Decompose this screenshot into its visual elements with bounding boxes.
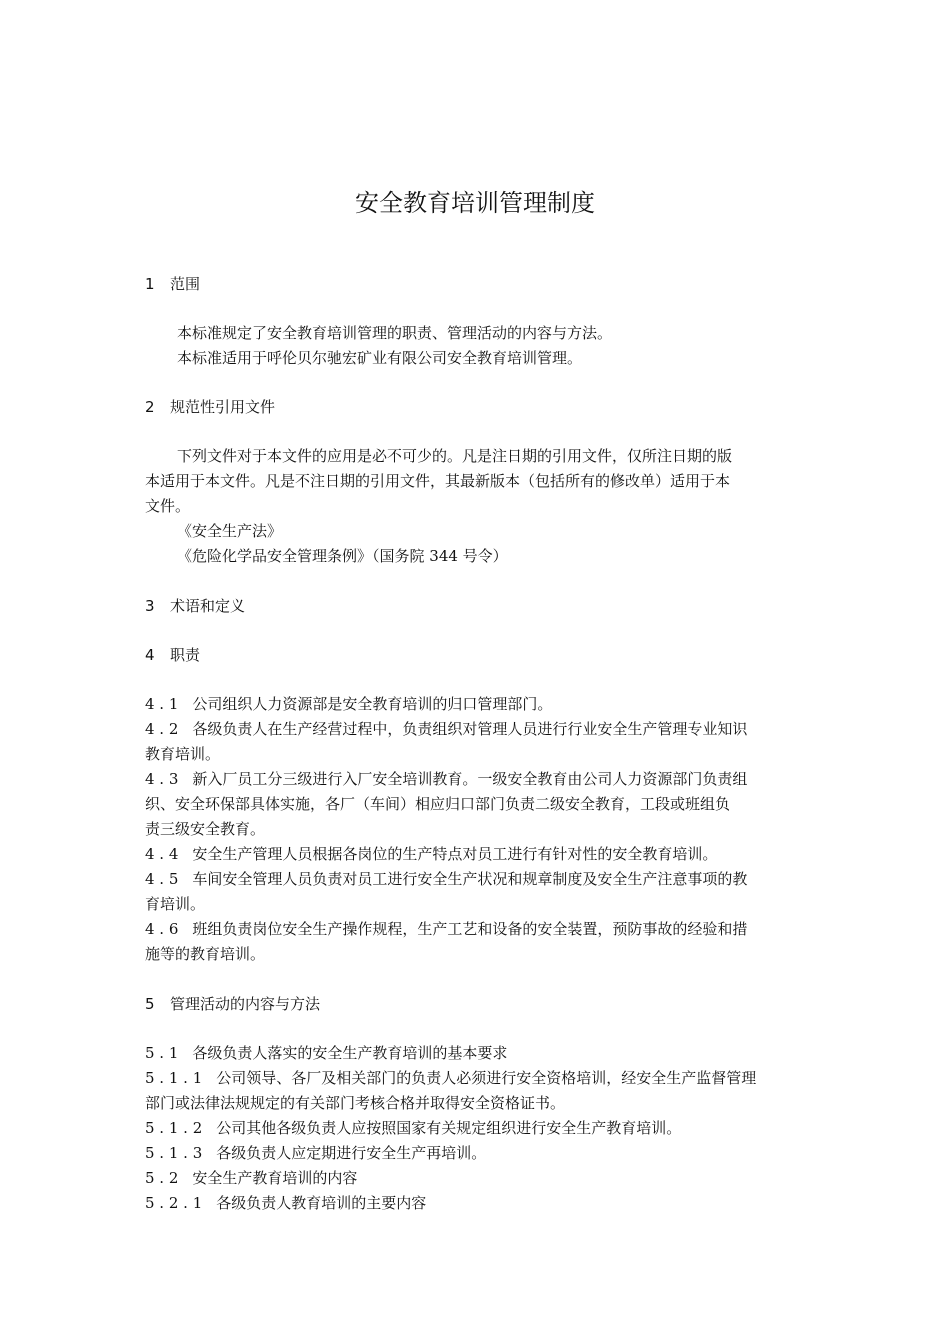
clause-text: 公司领导、各厂及相关部门的负责人必须进行安全资格培训，经安全生产监督管理 [216,1069,757,1087]
document-title: 安全教育培训管理制度 [355,189,595,217]
clause-number: 4 . 1 [145,695,179,713]
clause-line [145,1041,810,1065]
clause-text: 各级负责人教育培训的主要内容 [216,1194,427,1212]
clause-line [145,692,810,716]
section-heading [145,643,810,667]
section-number: 5 [145,995,155,1013]
section-title: 规范性引用文件 [170,398,276,416]
paragraph-line: 《危险化学品安全管理条例》（国务院 344 号令） [177,547,508,565]
clause-line [145,717,810,741]
clause-number: 5 . 1 [145,1044,179,1062]
clause-number: 4 . 6 [145,920,179,938]
section-number: 2 [145,398,155,416]
clause-text: 安全生产教育培训的内容 [192,1169,358,1187]
clause-text: 安全生产管理人员根据各岗位的生产特点对员工进行有针对性的安全教育培训。 [192,845,718,863]
clause-text: 公司其他各级负责人应按照国家有关规定组织进行安全生产教育培训。 [216,1119,682,1137]
section-heading [145,594,810,618]
clause-line [145,842,810,866]
clause-number: 5 . 1 . 2 [145,1119,203,1137]
clause-line [145,767,810,791]
section-number: 1 [145,275,155,293]
clause-number: 4 . 4 [145,845,179,863]
section-title: 职责 [170,646,201,664]
paragraph-line: 本标准适用于呼伦贝尔驰宏矿业有限公司安全教育培训管理。 [177,349,583,367]
section-title: 管理活动的内容与方法 [170,995,321,1013]
section-title: 术语和定义 [170,597,246,615]
clause-number: 5 . 1 . 1 [145,1069,203,1087]
paragraph-continuation: 文件。 [145,497,191,515]
section-heading [145,395,810,419]
clause-number: 4 . 3 [145,770,179,788]
paragraph-continuation: 本适用于本文件。凡是不注日期的引用文件，其最新版本（包括所有的修改单）适用于本 [145,472,731,490]
clause-number: 4 . 5 [145,870,179,888]
paragraph-continuation: 责三级安全教育。 [145,820,266,838]
clause-line [145,1116,810,1140]
paragraph-continuation: 施等的教育培训。 [145,945,266,963]
paragraph-continuation: 织、安全环保部具体实施，各厂（车间）相应归口部门负责二级安全教育，工段或班组负 [145,795,731,813]
clause-text: 各级负责人应定期进行安全生产再培训。 [216,1144,487,1162]
clause-line [145,1066,810,1090]
paragraph-line: 下列文件对于本文件的应用是必不可少的。凡是注日期的引用文件，仅所注日期的版 [177,447,733,465]
clause-number: 5 . 2 . 1 [145,1194,203,1212]
clause-line [145,1141,810,1165]
clause-text: 新入厂员工分三级进行入厂安全培训教育。一级安全教育由公司人力资源部门负责组 [192,770,748,788]
clause-number: 5 . 2 [145,1169,179,1187]
clause-number: 4 . 2 [145,720,179,738]
paragraph-continuation: 部门或法律法规规定的有关部门考核合格并取得安全资格证书。 [145,1094,566,1112]
clause-text: 班组负责岗位安全生产操作规程，生产工艺和设备的安全装置，预防事故的经验和措 [192,920,748,938]
clause-line [145,867,810,891]
section-heading [145,272,810,296]
section-number: 4 [145,646,155,664]
clause-line [145,1191,810,1215]
clause-text: 各级负责人在生产经营过程中，负责组织对管理人员进行行业安全生产管理专业知识 [192,720,748,738]
clause-line [145,917,810,941]
paragraph-line: 《安全生产法》 [177,522,283,540]
clause-number: 5 . 1 . 3 [145,1144,203,1162]
clause-text: 车间安全管理人员负责对员工进行安全生产状况和规章制度及安全生产注意事项的教 [192,870,748,888]
paragraph-continuation: 教育培训。 [145,745,221,763]
clause-line [145,1166,810,1190]
paragraph-line: 本标准规定了安全教育培训管理的职责、管理活动的内容与方法。 [177,324,613,342]
section-number: 3 [145,597,155,615]
clause-text: 各级负责人落实的安全生产教育培训的基本要求 [192,1044,508,1062]
section-heading [145,992,810,1016]
clause-text: 公司组织人力资源部是安全教育培训的归口管理部门。 [192,695,553,713]
section-title: 范围 [170,275,201,293]
paragraph-continuation: 育培训。 [145,895,206,913]
